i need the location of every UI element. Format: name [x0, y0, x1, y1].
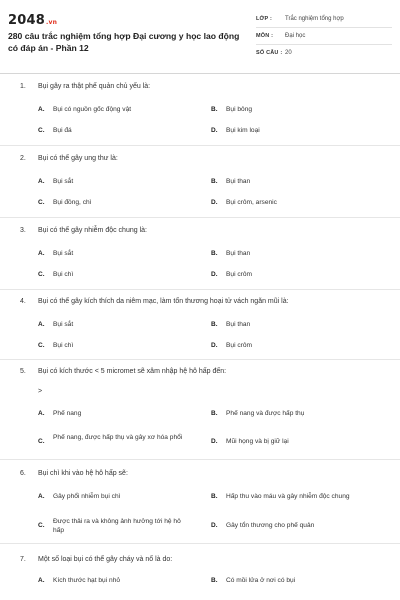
question-number: 7. — [20, 556, 26, 563]
question-text: Bụi có thể gây nhiễm độc chung là: — [38, 227, 147, 234]
question-stem — [20, 469, 128, 478]
option-text: Phế nang và được hấp thụ — [226, 410, 305, 417]
logo-suffix: .vn — [45, 19, 58, 26]
option-letter: B. — [211, 493, 218, 500]
question-text: Bụi có kích thước < 5 micromet sẽ xâm nhập hệ hô hấp đến: — [38, 368, 227, 375]
option-letter: C. — [38, 271, 45, 278]
option-text: Được thải ra và không ảnh hưởng tới hệ hô hấp — [53, 518, 181, 534]
question-number: 1. — [20, 83, 26, 90]
question-text: Bụi có thể gây ung thư là: — [38, 155, 118, 162]
option-text: Gây tổn thương cho phế quản — [226, 522, 315, 529]
meta-label: SỐ CÂU : — [256, 50, 283, 56]
option-letter: B. — [211, 410, 218, 417]
question-stem — [20, 82, 150, 91]
option-letter: A. — [38, 321, 45, 328]
option-text: Bụi than — [226, 321, 251, 328]
question-number: 6. — [20, 470, 26, 477]
option-letter: A. — [38, 410, 45, 417]
question-stem — [20, 226, 147, 235]
option-letter: B. — [211, 577, 218, 584]
meta-value: 20 — [285, 50, 292, 56]
question-divider — [0, 145, 400, 146]
meta-value: Trắc nghiệm tổng hợp — [285, 16, 344, 22]
option-text: Mũi họng và bị giữ lại — [226, 438, 289, 445]
option-text: Bụi than — [226, 250, 251, 257]
option-text: Bụi chì — [53, 271, 74, 278]
option-letter: D. — [211, 522, 218, 529]
option-letter: A. — [38, 250, 45, 257]
option-letter: A. — [38, 493, 45, 500]
option-letter: C. — [38, 342, 45, 349]
option-text: Bụi crôm, arsenic — [226, 199, 277, 206]
option-text: Bụi bông — [226, 106, 253, 113]
option-letter: C. — [38, 438, 45, 445]
option-letter: C. — [38, 199, 45, 206]
option-text: Bụi sắt — [53, 321, 74, 328]
option-letter: B. — [211, 321, 218, 328]
meta-label: LỚP : — [256, 16, 272, 22]
option-text: Kích thước hạt bụi nhỏ — [53, 577, 121, 584]
logo-main: 2048 — [8, 13, 45, 28]
option-text: Bụi đá — [53, 127, 72, 134]
option-text: Gây phổi nhiễm bụi chì — [53, 493, 121, 500]
question-stem — [20, 154, 118, 163]
option-letter: C. — [38, 127, 45, 134]
question-stem — [20, 297, 289, 306]
meta-row-subject — [256, 28, 392, 45]
option-letter: B. — [211, 250, 218, 257]
question-divider — [0, 289, 400, 290]
question-extra-text: > — [38, 388, 43, 395]
option-text: Bụi kim loại — [226, 127, 260, 134]
question-divider — [0, 359, 400, 360]
question-text: Một số loại bụi có thể gây cháy và nổ là do: — [38, 556, 173, 563]
question-text: Bụi gây ra thật phế quản chủ yếu là: — [38, 83, 151, 90]
question-divider — [0, 459, 400, 460]
meta-value: Đại học — [285, 33, 306, 39]
option-text: Bụi than — [226, 178, 251, 185]
option-text: Phế nang, được hấp thụ và gây xơ hóa phổi — [53, 434, 183, 441]
option-letter: A. — [38, 178, 45, 185]
site-logo[interactable] — [8, 13, 57, 28]
option-letter: D. — [211, 199, 218, 206]
option-text: Bụi đồng, chì — [53, 199, 92, 206]
option-letter: D. — [211, 438, 218, 445]
option-letter: A. — [38, 577, 45, 584]
option-text: Hấp thu vào máu và gây nhiễm độc chung — [226, 493, 350, 500]
question-text: Bụi có thể gây kích thích da niêm mạc, làm tổn thương hoại tử vách ngăn mũi là: — [38, 298, 289, 305]
option-text: Bụi sắt — [53, 178, 74, 185]
document-title: 280 câu trắc nghiệm tổng hợp Đại cương y học lao động có đáp án - Phần 12 — [8, 31, 240, 53]
question-stem — [20, 367, 226, 376]
option-text: Bụi chì — [53, 342, 74, 349]
option-text: Bụi crôm — [226, 342, 253, 349]
option-letter: B. — [211, 106, 218, 113]
header-divider — [0, 73, 400, 74]
option-text: Bụi sắt — [53, 250, 74, 257]
question-divider — [0, 543, 400, 544]
option-letter: A. — [38, 106, 45, 113]
option-letter: D. — [211, 271, 218, 278]
option-text: Có mồi lửa ở nơi có bụi — [226, 577, 296, 584]
question-text: Bụi chì khi vào hệ hô hấp sẽ: — [38, 470, 128, 477]
question-number: 3. — [20, 227, 26, 234]
option-text: Bụi có nguồn gốc động vật — [53, 106, 132, 113]
option-letter: D. — [211, 342, 218, 349]
question-stem — [20, 555, 172, 564]
document-meta — [256, 11, 392, 62]
meta-row-count — [256, 45, 392, 62]
option-letter: B. — [211, 178, 218, 185]
question-divider — [0, 217, 400, 218]
question-number: 5. — [20, 368, 26, 375]
document-header — [0, 0, 400, 72]
meta-label: MÔN : — [256, 33, 274, 39]
question-number: 4. — [20, 298, 26, 305]
option-letter: C. — [38, 522, 45, 529]
option-text: Bụi crôm — [226, 271, 253, 278]
question-number: 2. — [20, 155, 26, 162]
meta-row-class — [256, 11, 392, 28]
option-letter: D. — [211, 127, 218, 134]
option-text: Phế nang — [53, 410, 82, 417]
